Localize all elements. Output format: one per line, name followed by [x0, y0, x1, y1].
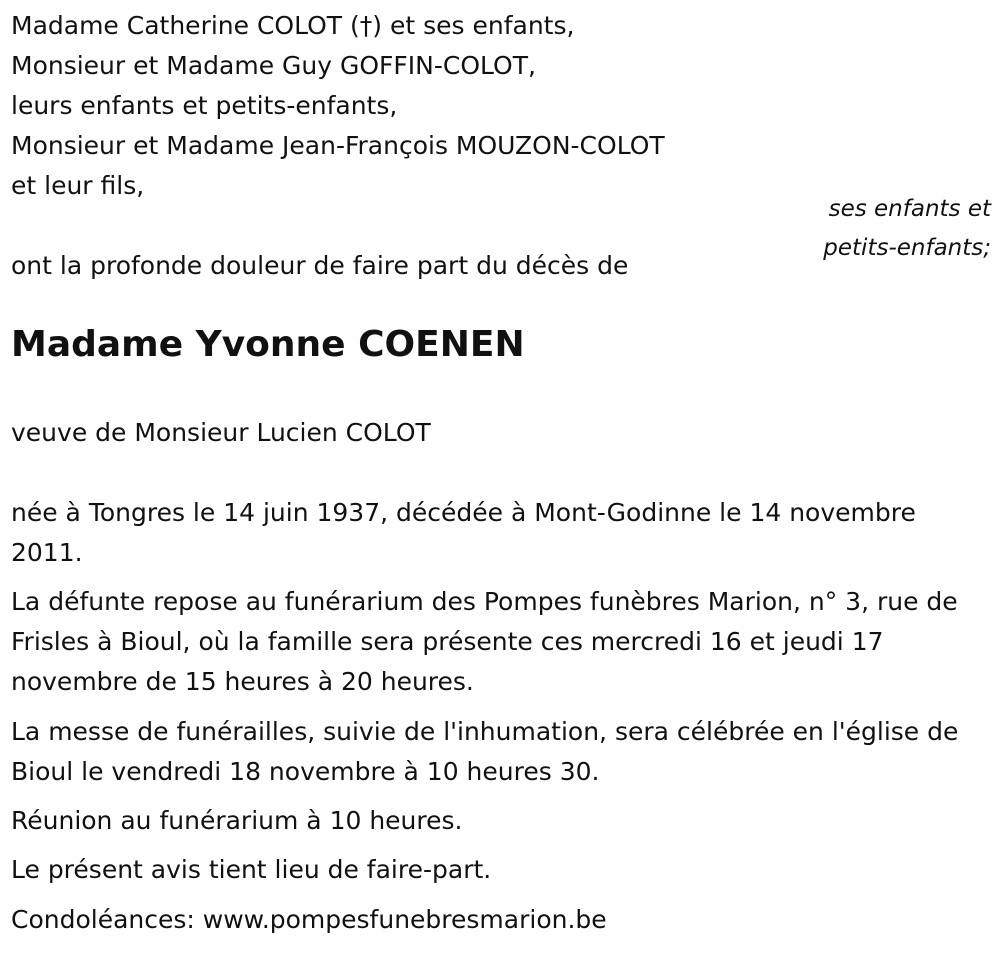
side-note-line-2: petits-enfants; [823, 235, 991, 261]
family-line-5: et leur fils, [11, 171, 145, 200]
birth-death-text: née à Tongres le 14 juin 1937, décédée à Mont-Godinne le 14 novembre 2011. [11, 498, 916, 567]
widow-of-text: veuve de Monsieur Lucien COLOT [11, 418, 431, 447]
side-note [823, 190, 991, 268]
condolences-text: Condoléances: www.pompesfunebresmarion.be [11, 905, 607, 934]
funeral-mass-text: La messe de funérailles, suivie de l'inhumation, sera célébrée en l'église de Bioul le vendredi 18 novembre à 10 heures 30. [11, 717, 959, 786]
side-note-line-1: ses enfants et [828, 196, 991, 222]
obituary-page [11, 0, 991, 956]
repose-text: La défunte repose au funérarium des Pompes funèbres Marion, n° 3, rue de Frisles à Bioul, où la famille sera présente ces mercredi 16 et jeudi 17 novembre de 15 heures à 20 heures. [11, 587, 958, 696]
family-line-4: Monsieur et Madame Jean-François MOUZON-COLOT [11, 131, 665, 160]
deceased-name: Madame Yvonne COENEN [11, 324, 525, 365]
notice-text: Le présent avis tient lieu de faire-part. [11, 855, 492, 884]
meeting-text: Réunion au funérarium à 10 heures. [11, 806, 463, 835]
family-list [11, 6, 665, 206]
family-line-1: Madame Catherine COLOT (†) et ses enfants, [11, 11, 575, 40]
family-line-2: Monsieur et Madame Guy GOFFIN-COLOT, [11, 51, 536, 80]
family-line-3: leurs enfants et petits-enfants, [11, 91, 398, 120]
announcement-text: ont la profonde douleur de faire part du décès de [11, 251, 629, 280]
